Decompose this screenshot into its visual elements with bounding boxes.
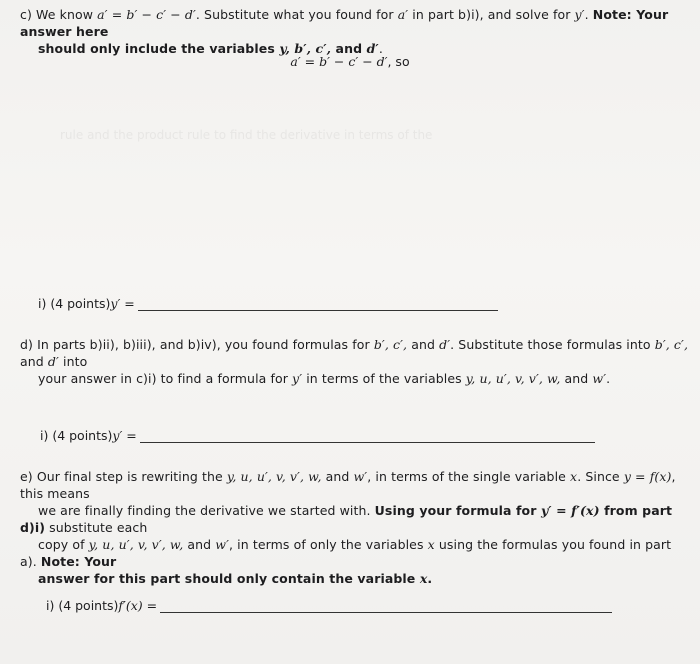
part-e-question: e) Our final step is rewriting the y, u, u′, v, v′, w, and w′, in terms of the single variable x. Since y = f(x), this means we are finally finding the derivative we started with. Using your formula for y′ = f′(x) from part d)i) substitute each copy of y, u, u′, v, v′, w, and w′, in terms of only the variables x using the formulas you found in part a). Note: Your answer for this part should only contain the variable x. — [20, 469, 676, 586]
part-d-answer-label: i) (4 points) — [40, 428, 113, 443]
part-d-answer-row: i) (4 points) y′ = — [40, 428, 595, 443]
bleed-through-text: rule and the product rule to find the derivative in terms of the — [60, 128, 433, 142]
part-d-question: d) In parts b)ii), b)iii), and b)iv), you found formulas for b′, c′, and d′. Substitute those formulas into b′, c′, and d′ into your answer in c)i) to find a formula for y′ in terms of the variables y, u, u′, v, v′, w, and w′. — [20, 337, 689, 386]
part-e-answer-label: i) (4 points) — [46, 598, 119, 613]
part-e-answer-line[interactable] — [160, 600, 612, 613]
part-c-equation-inline: a′ = b′ − c′ − d′ — [97, 7, 196, 22]
part-c-prefix: c) We know — [20, 7, 98, 22]
part-e-note-label: Note: — [40, 554, 80, 569]
part-c-note-label: Note: — [592, 7, 632, 22]
part-d-answer-line[interactable] — [140, 430, 595, 443]
part-c-question: c) We know a′ = b′ − c′ − d′. Substitute what you found for a′ in part b)i), and solve for y′. Note: Your answer here should only include the variables y, b′, c′, and d′. — [20, 7, 669, 56]
part-c-answer-row: i) (4 points) y′ = — [38, 296, 498, 311]
part-c-centered-equation: a′ = b′ − c′ − d′, so — [290, 54, 410, 69]
part-e-answer-row: i) (4 points) f′(x) = — [46, 598, 612, 613]
part-c-answer-label: i) (4 points) — [38, 296, 111, 311]
part-c-answer-line[interactable] — [138, 298, 498, 311]
